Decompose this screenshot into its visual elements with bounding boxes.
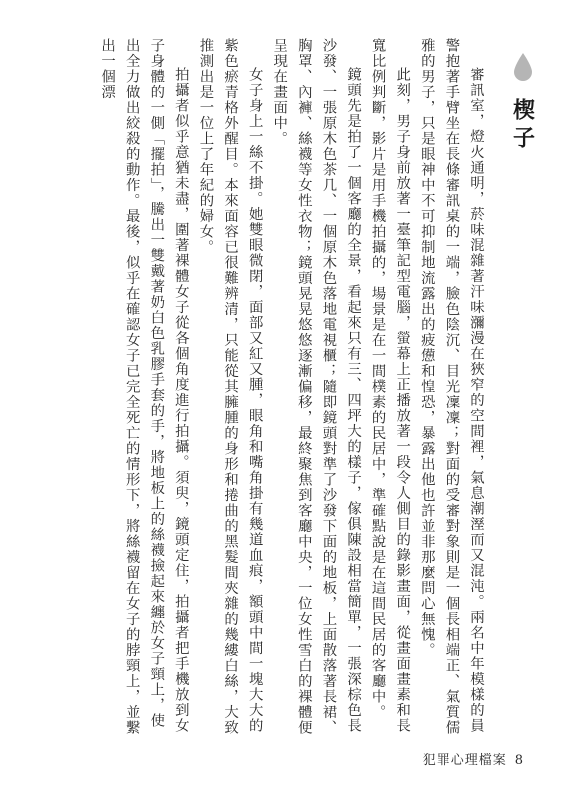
running-title: 犯罪心理檔案 bbox=[422, 753, 507, 768]
paragraph: 鏡頭先是拍了一個客廳的全景，看起來只有三、四坪大的樣子，傢俱陳設相當簡單，一張深棕色長沙發、一張原木色茶几、一個原木色落地電視櫃；隨即鏡頭對準了沙發下面的地板，上面散落著長裙、胸罩、內褲、絲襪等女性衣物；鏡頭晃晃悠悠逐漸偏移，最終聚焦到客廳中央，一位女性雪白的裸體便呈現在畫面中。 bbox=[271, 38, 362, 736]
body-text bbox=[64, 38, 488, 738]
page-footer bbox=[423, 749, 524, 768]
paragraph: 拍攝者似乎意猶未盡，圍著裸體女子從各個角度進行拍攝。須臾，鏡頭定住，拍攝者把手機放到女子身體的一側「擺拍」，騰出一雙戴著奶白色乳膠手套的手，將地板上的絲襪撿起來纏於女子頸上，使出全力做出絞殺的動作。最後，似乎在確認女子已完全死亡的情形下，將絲襪留在女子的脖頸上，並繫出一個漂 bbox=[99, 38, 189, 736]
paragraph: 審訊室，燈火通明，菸味混雜著汗味瀰漫在狹窄的空間裡，氣息潮溼而又混沌。兩名中年模樣的員警抱著手臂坐在長條審訊桌的一端，臉色陰沉、目光凜凜；對面的受審對象則是一個長相端正、氣質儒雅的男子，只是眼神中不可抑制地流露出的疲憊和惶恐，暴露出他也許並非那麼問心無愧。 bbox=[418, 38, 484, 736]
section-header bbox=[500, 52, 546, 154]
water-drop-icon bbox=[512, 52, 534, 82]
paragraph: 此刻，男子身前放著一臺筆記型電腦，螢幕上正播放著一段令人側目的錄影畫面，從畫面畫素和長寬比例判斷，影片是用手機拍攝的，場景是在一間樸素的民居中，準確點說是在這間民居的客廳中。 bbox=[369, 38, 411, 734]
paragraph: 女子身上一絲不掛。她雙眼微閉，面部又紅又腫，眼角和嘴角掛有幾道血痕，額頭中間一塊大大的紫色瘀青格外醒目。本來面容已很難辨清，只能從其臃腫的身形和捲曲的黑髮間夾雜的幾縷白絲，大致推測出是一位上了年紀的婦女。 bbox=[197, 38, 263, 736]
chapter-title: 楔子 bbox=[509, 98, 536, 154]
page-number: 8 bbox=[514, 753, 524, 768]
